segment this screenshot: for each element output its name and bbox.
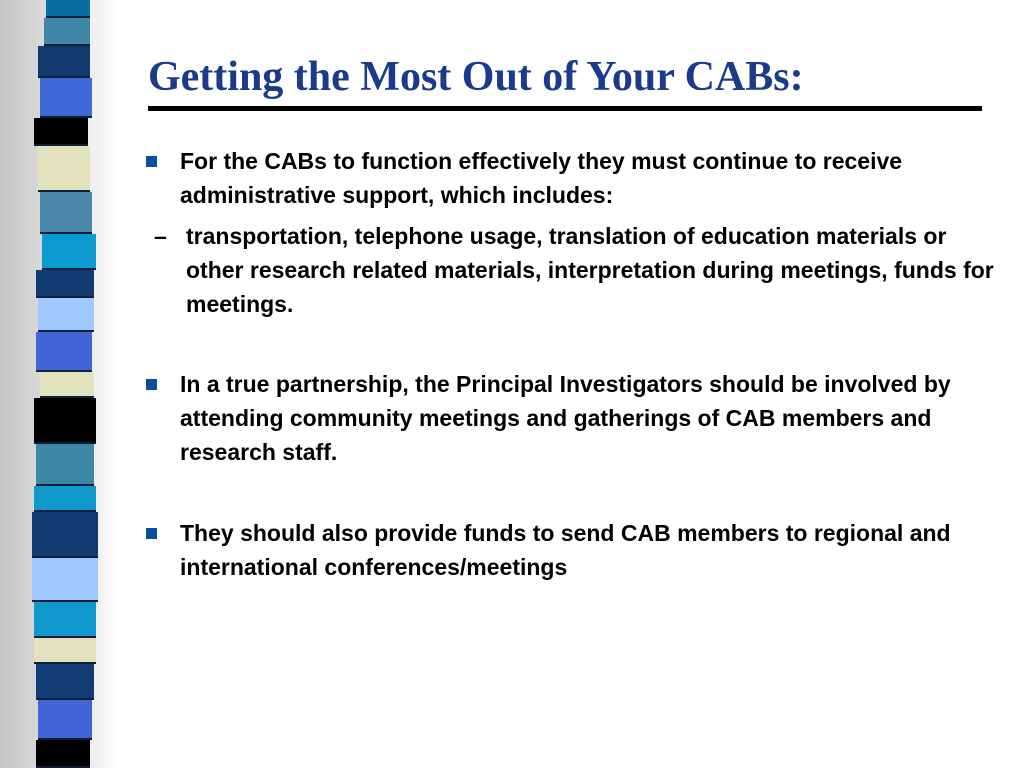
bullet-item-3 [140,516,1000,584]
square-bullet-icon [146,379,157,390]
slide-title: Getting the Most Out of Your CABs: [148,54,804,100]
decorative-color-block [36,270,94,298]
sub-bullet-text-1: transportation, telephone usage, translation of education materials or other research related materials, interpretation during meetings, funds for meetings. [186,223,994,317]
decorative-color-block [42,234,96,270]
decorative-color-block [40,372,94,398]
decorative-color-block [40,78,92,118]
bullet-item-1 [140,144,1000,212]
decorative-color-block [36,740,90,768]
decorative-color-block [34,602,96,638]
decorative-color-block [38,700,92,740]
decorative-color-block [34,398,96,444]
bullet-text-2: In a true partnership, the Principal Investigators should be involved by attending community meetings and gatherings of CAB members and research staff. [180,371,951,465]
decorative-color-block [40,192,92,234]
decorative-color-block [38,46,90,78]
decorative-color-block [34,638,96,664]
decorative-side-strip [0,0,118,768]
decorative-color-block [34,118,88,146]
decorative-color-block [34,486,96,512]
square-bullet-icon [146,156,157,167]
decorative-color-block [38,146,90,192]
decorative-color-block [32,558,98,602]
decorative-color-block [36,664,94,700]
bullet-text-3: They should also provide funds to send CAB members to regional and international conferences/meetings [180,520,951,580]
colored-block-column [0,0,118,768]
dash-bullet-icon: – [154,223,167,249]
decorative-color-block [36,332,92,372]
decorative-color-block [46,0,90,18]
slide-body [140,144,1000,584]
bullet-text-1: For the CABs to function effectively they must continue to receive administrative support, which includes: [180,148,903,208]
bullet-item-2 [140,367,1000,469]
decorative-color-block [32,512,98,558]
decorative-color-block [38,298,94,332]
square-bullet-icon [146,528,157,539]
title-underline-rule [148,106,982,111]
sub-bullet-item-1 [140,219,1000,321]
decorative-color-block [36,444,94,486]
decorative-color-block [44,18,90,46]
